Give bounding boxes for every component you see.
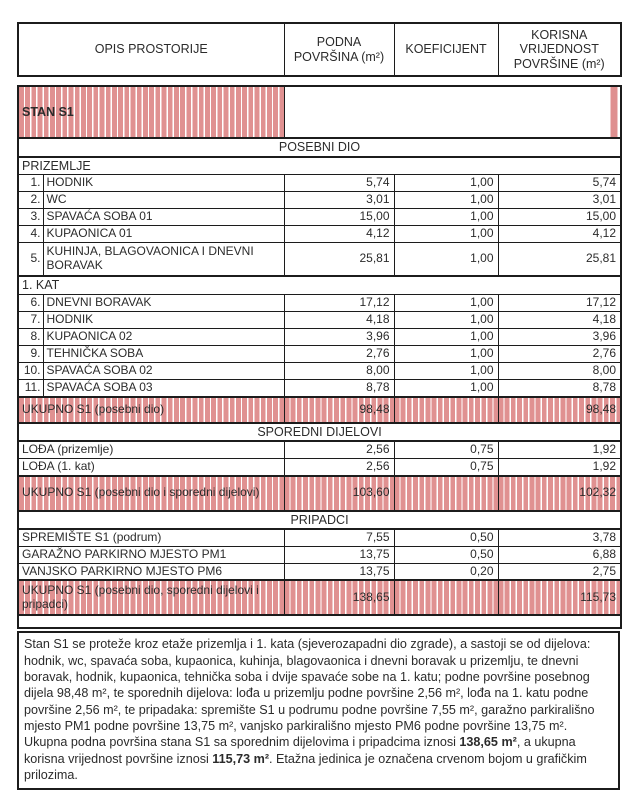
- podna-value: 25,81: [284, 242, 394, 276]
- podna-value: 3,96: [284, 328, 394, 345]
- part-name: GARAŽNO PARKIRNO MJESTO PM1: [18, 546, 284, 563]
- korisna-value: 3,78: [498, 529, 621, 546]
- section-banner-posebni-dio: [18, 138, 621, 156]
- korisna-value: 3,96: [498, 328, 621, 345]
- secondary-part-row: [18, 441, 621, 458]
- room-row: [18, 294, 621, 311]
- part-name: SPREMIŠTE S1 (podrum): [18, 529, 284, 546]
- koeficijent-value: 1,00: [394, 208, 498, 225]
- header-koeficijent: KOEFICIJENT: [394, 23, 498, 76]
- empty-cell: [18, 615, 621, 628]
- podna-value: 8,00: [284, 362, 394, 379]
- korisna-value: 5,74: [498, 174, 621, 191]
- koeficijent-value: 1,00: [394, 345, 498, 362]
- koeficijent-value: 1,00: [394, 174, 498, 191]
- group-label: PRIZEMLJE: [18, 157, 621, 175]
- total-koeficijent-empty: [394, 476, 498, 511]
- korisna-value: 8,00: [498, 362, 621, 379]
- korisna-value: 4,18: [498, 311, 621, 328]
- group-label: 1. KAT: [18, 276, 621, 294]
- room-number: 10.: [18, 362, 43, 379]
- description-text: Stan S1 se proteže kroz etaže prizemlja i 1. kata (sjeverozapadni dio zgrade), a sastoji se od dijelova: hodnik, wc, spavaća soba, kupaonica, kuhinja, blagovaonica i dnevni boravak u prizemlju, te dnevni boravak, hodnik, kupaonica, tehnička soba i dvije spavaće sobe na 1. katu; podne površine posebnog dijela 98,48 m², te sporednih dijelova: lođa u prizemlju podne površine 2,56 m², lođa na 1. katu podne površine 2,56 m², te pripadaka: spremište S1 u podrumu podne površine 7,55 m², garažno parkirališno mjesto PM1 podne površine 13,75 m², vanjsko parkirališno mjesto PM6 podne površine 13,75 m². Ukupna podna površina stana S1 sa sporednim dijelovima i pripadcima iznosi: [24, 637, 595, 750]
- podna-value: 17,12: [284, 294, 394, 311]
- korisna-value: 2,75: [498, 563, 621, 580]
- description-text: , a ukupna korisna vrijednost površine iznosi: [24, 735, 576, 766]
- room-name: TEHNIČKA SOBA: [43, 345, 284, 362]
- total-label: UKUPNO S1 (posebni dio i sporedni dijelovi): [18, 476, 284, 511]
- room-row: [18, 362, 621, 379]
- room-number: 8.: [18, 328, 43, 345]
- header-opis-prostorije: OPIS PROSTORIJE: [18, 23, 284, 76]
- total-podna-value: 138,65: [284, 580, 394, 615]
- header-korisna-vrijednost: KORISNA VRIJEDNOST POVRŠINE (m²): [498, 23, 621, 76]
- room-name: SPAVAĆA SOBA 01: [43, 208, 284, 225]
- podna-value: 4,12: [284, 225, 394, 242]
- room-number: 2.: [18, 191, 43, 208]
- total-row-svi-dijelovi: [18, 580, 621, 615]
- koeficijent-value: 0,50: [394, 529, 498, 546]
- room-number: 7.: [18, 311, 43, 328]
- group-row-1-kat: [18, 276, 621, 294]
- koeficijent-value: 0,50: [394, 546, 498, 563]
- korisna-value: 8,78: [498, 379, 621, 396]
- korisna-value: 1,92: [498, 441, 621, 458]
- korisna-value: 6,88: [498, 546, 621, 563]
- total-row-posebni-i-sporedni: [18, 476, 621, 511]
- room-row: [18, 345, 621, 362]
- total-korisna-value: 115,73: [498, 580, 621, 615]
- room-number: 1.: [18, 174, 43, 191]
- room-number: 6.: [18, 294, 43, 311]
- empty-spacer-row: [18, 615, 621, 628]
- total-podna-value: 103,60: [284, 476, 394, 511]
- unit-banner-row: [18, 86, 621, 138]
- koeficijent-value: 1,00: [394, 362, 498, 379]
- total-useful-area-bold: 115,73 m²: [212, 751, 270, 766]
- koeficijent-value: 1,00: [394, 379, 498, 396]
- room-number: 4.: [18, 225, 43, 242]
- podna-value: 15,00: [284, 208, 394, 225]
- podna-value: 8,78: [284, 379, 394, 396]
- koeficijent-value: 0,75: [394, 458, 498, 475]
- korisna-value: 25,81: [498, 242, 621, 276]
- room-name: KUPAONICA 01: [43, 225, 284, 242]
- section-banner-label: SPOREDNI DIJELOVI: [18, 423, 621, 441]
- room-number: 5.: [18, 242, 43, 276]
- part-name: LOĐA (prizemlje): [18, 441, 284, 458]
- room-number: 11.: [18, 379, 43, 396]
- total-podna-value: 98,48: [284, 397, 394, 423]
- korisna-value: 1,92: [498, 458, 621, 475]
- korisna-value: 15,00: [498, 208, 621, 225]
- koeficijent-value: 1,00: [394, 225, 498, 242]
- column-header-table: [17, 22, 622, 77]
- section-banner-sporedni-dijelovi: [18, 423, 621, 441]
- room-row: [18, 242, 621, 276]
- room-name: KUHINJA, BLAGOVAONICA I DNEVNI BORAVAK: [43, 242, 284, 276]
- koeficijent-value: 1,00: [394, 191, 498, 208]
- korisna-value: 2,76: [498, 345, 621, 362]
- room-name: SPAVAĆA SOBA 02: [43, 362, 284, 379]
- room-number: 9.: [18, 345, 43, 362]
- room-name: WC: [43, 191, 284, 208]
- area-table: [17, 85, 622, 629]
- section-banner-label: POSEBNI DIO: [18, 138, 621, 156]
- koeficijent-value: 1,00: [394, 294, 498, 311]
- unit-label: STAN S1: [18, 86, 284, 138]
- koeficijent-value: 0,20: [394, 563, 498, 580]
- room-row: [18, 311, 621, 328]
- korisna-value: 4,12: [498, 225, 621, 242]
- podna-value: 2,56: [284, 458, 394, 475]
- total-koeficijent-empty: [394, 397, 498, 423]
- room-row: [18, 174, 621, 191]
- appurtenance-row: [18, 563, 621, 580]
- unit-description-paragraph: [17, 631, 620, 790]
- koeficijent-value: 1,00: [394, 328, 498, 345]
- room-name: SPAVAĆA SOBA 03: [43, 379, 284, 396]
- podna-value: 4,18: [284, 311, 394, 328]
- podna-value: 5,74: [284, 174, 394, 191]
- room-row: [18, 191, 621, 208]
- koeficijent-value: 1,00: [394, 242, 498, 276]
- room-row: [18, 379, 621, 396]
- header-row: [18, 23, 621, 76]
- total-floor-area-bold: 138,65 m²: [459, 735, 517, 750]
- podna-value: 13,75: [284, 563, 394, 580]
- room-name: KUPAONICA 02: [43, 328, 284, 345]
- podna-value: 3,01: [284, 191, 394, 208]
- room-number: 3.: [18, 208, 43, 225]
- room-row: [18, 225, 621, 242]
- group-row-prizemlje: [18, 157, 621, 175]
- podna-value: 2,56: [284, 441, 394, 458]
- room-name: DNEVNI BORAVAK: [43, 294, 284, 311]
- unit-banner-right-strip: [284, 86, 621, 138]
- room-row: [18, 208, 621, 225]
- total-label: UKUPNO S1 (posebni dio, sporedni dijelovi i pripadci): [18, 580, 284, 615]
- appurtenance-row: [18, 546, 621, 563]
- room-name: HODNIK: [43, 174, 284, 191]
- podna-value: 13,75: [284, 546, 394, 563]
- korisna-value: 3,01: [498, 191, 621, 208]
- part-name: VANJSKO PARKIRNO MJESTO PM6: [18, 563, 284, 580]
- total-label: UKUPNO S1 (posebni dio): [18, 397, 284, 423]
- part-name: LOĐA (1. kat): [18, 458, 284, 475]
- room-name: HODNIK: [43, 311, 284, 328]
- podna-value: 7,55: [284, 529, 394, 546]
- koeficijent-value: 0,75: [394, 441, 498, 458]
- secondary-part-row: [18, 458, 621, 475]
- appurtenance-row: [18, 529, 621, 546]
- room-row: [18, 328, 621, 345]
- podna-value: 2,76: [284, 345, 394, 362]
- korisna-value: 17,12: [498, 294, 621, 311]
- section-banner-pripadci: [18, 511, 621, 529]
- description-text: . Etažna jedinica je označena crvenom bojom u grafičkim prilozima.: [24, 751, 587, 782]
- total-koeficijent-empty: [394, 580, 498, 615]
- header-podna-povrsina: PODNA POVRŠINA (m²): [284, 23, 394, 76]
- total-korisna-value: 98,48: [498, 397, 621, 423]
- koeficijent-value: 1,00: [394, 311, 498, 328]
- total-row-posebni-dio: [18, 397, 621, 423]
- section-banner-label: PRIPADCI: [18, 511, 621, 529]
- total-korisna-value: 102,32: [498, 476, 621, 511]
